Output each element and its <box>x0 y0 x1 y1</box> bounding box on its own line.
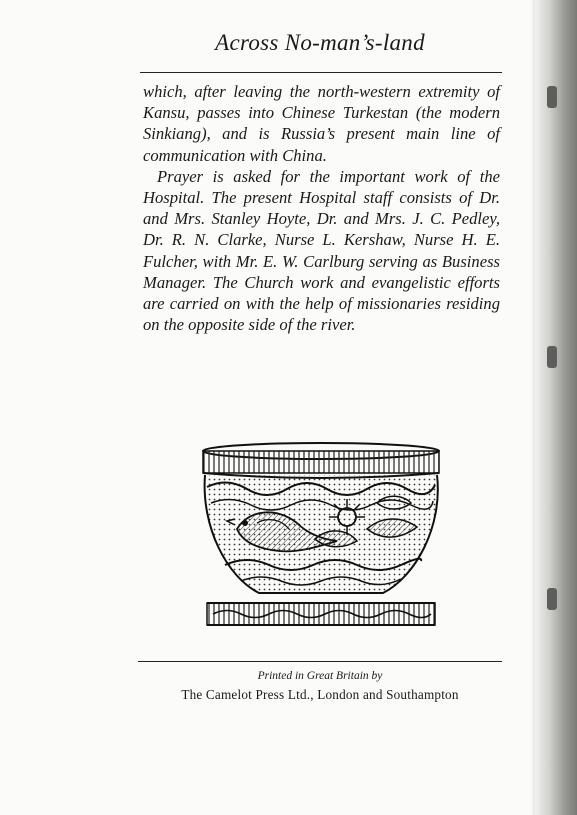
publisher-line: The Camelot Press Ltd., London and Southampton <box>181 687 459 702</box>
staple-mark <box>547 86 557 108</box>
footer-rule <box>138 661 502 662</box>
paragraph-prayer: Prayer is asked for the important work of the Hospital. The present Hospital staff consists of Dr. and Mrs. Stanley Hoyte, Dr. and Mrs. J. C. Pedley, Dr. R. N. Clarke, Nurse L. Kershaw, Nurse H. E. Fulcher, with Mr. E. W. Carlburg serving as Business Manager. The Church work and evangelistic efforts are carried on with the help of missionaries residing on the opposite side of the river. <box>143 166 500 335</box>
printer-credit-line: Printed in Great Britain by <box>257 670 383 682</box>
decorative-bowl-illustration <box>197 437 445 647</box>
paragraph-continued: which, after leaving the north-western extremity of Kansu, passes into Chinese Turkestan (the modern Sinkiang), and is Russia’s present main line of communication with China. <box>143 82 500 165</box>
running-header-title: Across No-man’s-land <box>215 30 425 55</box>
staple-mark <box>547 346 557 368</box>
body-text <box>143 81 500 335</box>
page-binding-shadow <box>535 0 577 815</box>
staple-mark <box>547 588 557 610</box>
header-rule <box>140 72 502 73</box>
